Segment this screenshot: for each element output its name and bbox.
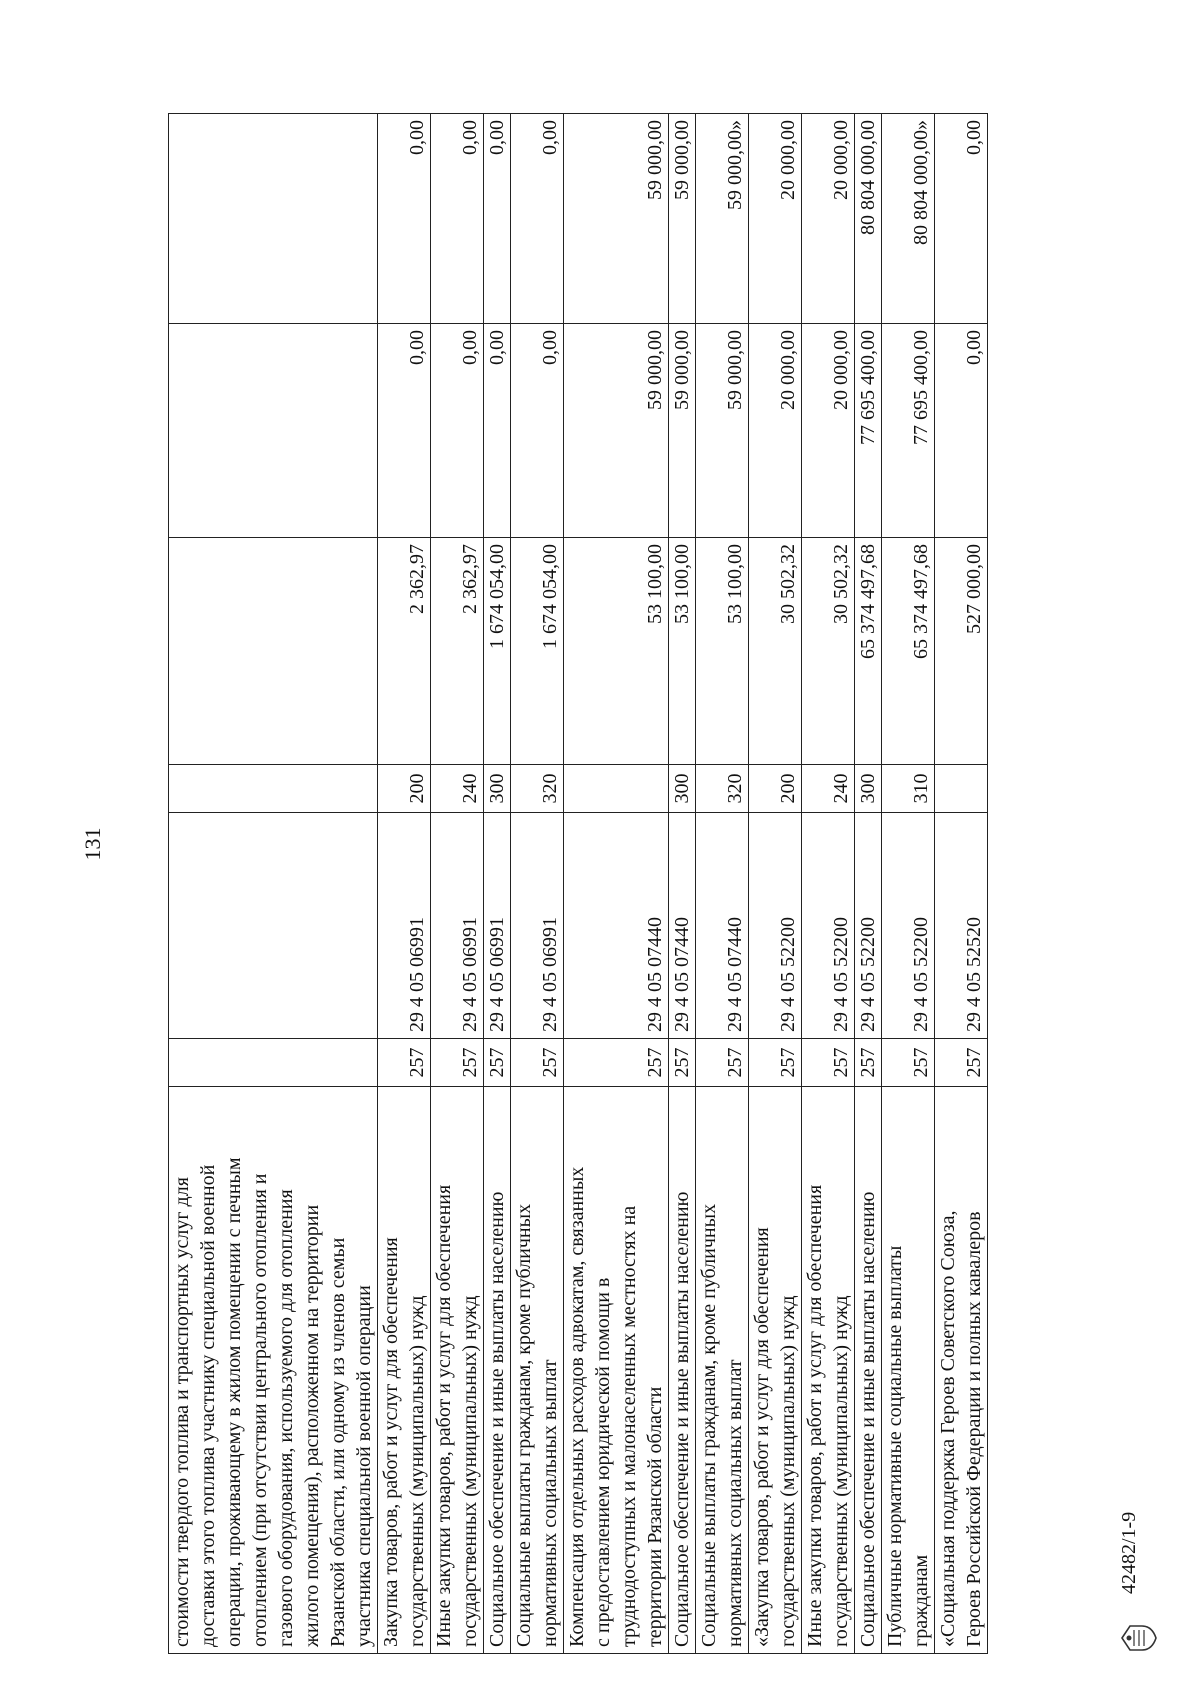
amount-year1-cell: 2 362,97 bbox=[378, 538, 431, 765]
expense-name-line: Социальное обеспечение и иные выплаты населению bbox=[857, 1191, 879, 1647]
amount-year2-cell: 59 000,00 bbox=[696, 324, 749, 538]
expense-name-cell bbox=[855, 1087, 882, 1654]
expense-type-cell: 300 bbox=[484, 765, 511, 813]
amount-year1-cell: 30 502,32 bbox=[802, 538, 855, 765]
amount-year1-cell: 53 100,00 bbox=[696, 538, 749, 765]
table-row bbox=[484, 114, 511, 1654]
emblem-stamp-icon bbox=[1118, 1620, 1158, 1656]
amount-year2-cell: 0,00 bbox=[378, 324, 431, 538]
amount-year3-cell: 59 000,00 bbox=[564, 114, 669, 324]
target-article-cell: 29 4 05 06991 bbox=[484, 813, 511, 1039]
amount-year3-cell: 59 000,00 bbox=[669, 114, 696, 324]
expense-name-line: жилого помещения), расположенном на территории bbox=[301, 1204, 323, 1647]
amount-year1-cell: 65 374 497,68 bbox=[882, 538, 935, 765]
kbk-code-cell: 257 bbox=[696, 1039, 749, 1087]
target-article-cell: 29 4 05 52200 bbox=[855, 813, 882, 1039]
amount-year3-cell: 20 000,00 bbox=[749, 114, 802, 324]
amount-year2-cell: 59 000,00 bbox=[669, 324, 696, 538]
expense-name-cell bbox=[431, 1087, 484, 1654]
target-article-cell: 29 4 05 07440 bbox=[669, 813, 696, 1039]
amount-year3-cell: 0,00 bbox=[935, 114, 988, 324]
amount-year2-cell: 77 695 400,00 bbox=[882, 324, 935, 538]
amount-year2-cell bbox=[169, 324, 378, 538]
target-article-cell: 29 4 05 06991 bbox=[431, 813, 484, 1039]
expense-type-cell bbox=[935, 765, 988, 813]
expense-type-cell bbox=[169, 765, 378, 813]
expense-type-cell: 200 bbox=[378, 765, 431, 813]
table-row bbox=[169, 114, 378, 1654]
amount-year1-cell: 527 000,00 bbox=[935, 538, 988, 765]
expense-name-line: Компенсация отдельных расходов адвокатам, связанных bbox=[566, 1166, 588, 1647]
expense-name-line: гражданам bbox=[910, 1554, 932, 1647]
amount-year2-cell: 0,00 bbox=[484, 324, 511, 538]
table-row bbox=[431, 114, 484, 1654]
expense-name-line: Иные закупки товаров, работ и услуг для обеспечения bbox=[433, 1184, 455, 1647]
expense-name-cell bbox=[169, 1087, 378, 1654]
kbk-code-cell: 257 bbox=[802, 1039, 855, 1087]
table-row bbox=[802, 114, 855, 1654]
expense-name-line: Иные закупки товаров, работ и услуг для обеспечения bbox=[804, 1184, 826, 1647]
table-row bbox=[696, 114, 749, 1654]
amount-year3-cell: 80 804 000,00» bbox=[882, 114, 935, 324]
amount-year2-cell: 77 695 400,00 bbox=[855, 324, 882, 538]
amount-year3-cell: 0,00 bbox=[511, 114, 564, 324]
expense-type-cell: 240 bbox=[802, 765, 855, 813]
amount-year3-cell: 80 804 000,00 bbox=[855, 114, 882, 324]
expense-type-cell: 320 bbox=[511, 765, 564, 813]
table-row bbox=[882, 114, 935, 1654]
amount-year2-cell: 0,00 bbox=[431, 324, 484, 538]
table-row bbox=[378, 114, 431, 1654]
expense-name-line: стоимости твердого топлива и транспортных услуг для bbox=[171, 1177, 193, 1647]
kbk-code-cell: 257 bbox=[511, 1039, 564, 1087]
amount-year1-cell: 53 100,00 bbox=[564, 538, 669, 765]
expense-name-cell bbox=[802, 1087, 855, 1654]
expense-name-line: государственных (муниципальных) нужд bbox=[777, 1295, 799, 1647]
expense-name-line: Социальное обеспечение и иные выплаты населению bbox=[671, 1191, 693, 1647]
expense-name-line: отоплением (при отсутствии центрального отопления и bbox=[249, 1173, 271, 1647]
expense-name-cell bbox=[749, 1087, 802, 1654]
kbk-code-cell: 257 bbox=[431, 1039, 484, 1087]
expense-name-line: нормативных социальных выплат bbox=[724, 1359, 746, 1647]
expense-name-cell bbox=[484, 1087, 511, 1654]
expense-name-cell bbox=[511, 1087, 564, 1654]
expense-name-cell bbox=[378, 1087, 431, 1654]
expense-name-cell bbox=[882, 1087, 935, 1654]
expense-name-cell bbox=[935, 1087, 988, 1654]
expense-name-line: Героев Российской Федерации и полных кавалеров bbox=[963, 1211, 985, 1647]
amount-year1-cell bbox=[169, 538, 378, 765]
kbk-code-cell: 257 bbox=[855, 1039, 882, 1087]
table-row bbox=[511, 114, 564, 1654]
expense-name-line: с предоставлением юридической помощи в bbox=[592, 1277, 614, 1647]
budget-table-body bbox=[169, 114, 988, 1654]
expense-name-line: газового оборудования, используемого для отопления bbox=[275, 1189, 297, 1647]
expense-name-line: «Закупка товаров, работ и услуг для обеспечения bbox=[751, 1227, 773, 1647]
expense-name-line: Публичные нормативные социальные выплаты bbox=[884, 1245, 906, 1647]
expense-type-cell: 300 bbox=[669, 765, 696, 813]
expense-type-cell: 240 bbox=[431, 765, 484, 813]
expense-type-cell bbox=[564, 765, 669, 813]
amount-year3-cell: 59 000,00» bbox=[696, 114, 749, 324]
amount-year2-cell: 0,00 bbox=[935, 324, 988, 538]
amount-year3-cell: 0,00 bbox=[484, 114, 511, 324]
expense-name-cell bbox=[669, 1087, 696, 1654]
expense-name-line: Социальные выплаты гражданам, кроме публичных bbox=[698, 1203, 720, 1647]
expense-name-cell bbox=[696, 1087, 749, 1654]
kbk-code-cell: 257 bbox=[564, 1039, 669, 1087]
expense-name-line: государственных (муниципальных) нужд bbox=[406, 1295, 428, 1647]
amount-year1-cell: 30 502,32 bbox=[749, 538, 802, 765]
amount-year1-cell: 1 674 054,00 bbox=[511, 538, 564, 765]
kbk-code-cell: 257 bbox=[935, 1039, 988, 1087]
expense-type-cell: 320 bbox=[696, 765, 749, 813]
table-row bbox=[564, 114, 669, 1654]
kbk-code-cell: 257 bbox=[669, 1039, 696, 1087]
target-article-cell: 29 4 05 07440 bbox=[696, 813, 749, 1039]
amount-year2-cell: 0,00 bbox=[511, 324, 564, 538]
page-number: 131 bbox=[80, 827, 105, 861]
amount-year1-cell: 1 674 054,00 bbox=[484, 538, 511, 765]
amount-year3-cell: 20 000,00 bbox=[802, 114, 855, 324]
expense-name-line: труднодоступных и малонаселенных местностях на bbox=[618, 1205, 640, 1647]
document-code: 42482/1-9 bbox=[1118, 1511, 1140, 1594]
expense-name-line: доставки этого топлива участнику специальной военной bbox=[197, 1164, 219, 1647]
target-article-cell: 29 4 05 06991 bbox=[378, 813, 431, 1039]
target-article-cell: 29 4 05 52520 bbox=[935, 813, 988, 1039]
amount-year1-cell: 53 100,00 bbox=[669, 538, 696, 765]
expense-type-cell: 300 bbox=[855, 765, 882, 813]
expense-name-line: «Социальная поддержка Героев Советского Союза, bbox=[937, 1210, 959, 1647]
amount-year2-cell: 20 000,00 bbox=[749, 324, 802, 538]
expense-name-line: операции, проживающему в жилом помещении с печным bbox=[223, 1157, 245, 1647]
kbk-code-cell: 257 bbox=[378, 1039, 431, 1087]
kbk-code-cell: 257 bbox=[882, 1039, 935, 1087]
amount-year3-cell: 0,00 bbox=[378, 114, 431, 324]
target-article-cell: 29 4 05 52200 bbox=[882, 813, 935, 1039]
budget-table bbox=[168, 113, 988, 1654]
table-row bbox=[749, 114, 802, 1654]
target-article-cell: 29 4 05 52200 bbox=[749, 813, 802, 1039]
target-article-cell: 29 4 05 52200 bbox=[802, 813, 855, 1039]
expense-name-line: участника специальной военной операции bbox=[353, 1285, 375, 1647]
target-article-cell bbox=[169, 813, 378, 1039]
amount-year1-cell: 2 362,97 bbox=[431, 538, 484, 765]
expense-type-cell: 200 bbox=[749, 765, 802, 813]
target-article-cell: 29 4 05 06991 bbox=[511, 813, 564, 1039]
amount-year2-cell: 20 000,00 bbox=[802, 324, 855, 538]
expense-name-line: Рязанской области, или одному из членов семьи bbox=[327, 1237, 349, 1647]
expense-name-line: нормативных социальных выплат bbox=[539, 1359, 561, 1647]
expense-name-line: государственных (муниципальных) нужд bbox=[459, 1295, 481, 1647]
table-row bbox=[855, 114, 882, 1654]
expense-name-line: Социальные выплаты гражданам, кроме публичных bbox=[513, 1203, 535, 1647]
expense-name-line: Закупка товаров, работ и услуг для обеспечения bbox=[380, 1237, 402, 1647]
expense-name-line: территории Рязанской области bbox=[644, 1386, 666, 1647]
table-row bbox=[669, 114, 696, 1654]
target-article-cell: 29 4 05 07440 bbox=[564, 813, 669, 1039]
amount-year2-cell: 59 000,00 bbox=[564, 324, 669, 538]
expense-type-cell: 310 bbox=[882, 765, 935, 813]
table-row bbox=[935, 114, 988, 1654]
kbk-code-cell bbox=[169, 1039, 378, 1087]
kbk-code-cell: 257 bbox=[484, 1039, 511, 1087]
expense-name-cell bbox=[564, 1087, 669, 1654]
amount-year1-cell: 65 374 497,68 bbox=[855, 538, 882, 765]
amount-year3-cell: 0,00 bbox=[431, 114, 484, 324]
kbk-code-cell: 257 bbox=[749, 1039, 802, 1087]
expense-name-line: Социальное обеспечение и иные выплаты населению bbox=[486, 1191, 508, 1647]
amount-year3-cell bbox=[169, 114, 378, 324]
expense-name-line: государственных (муниципальных) нужд bbox=[830, 1295, 852, 1647]
